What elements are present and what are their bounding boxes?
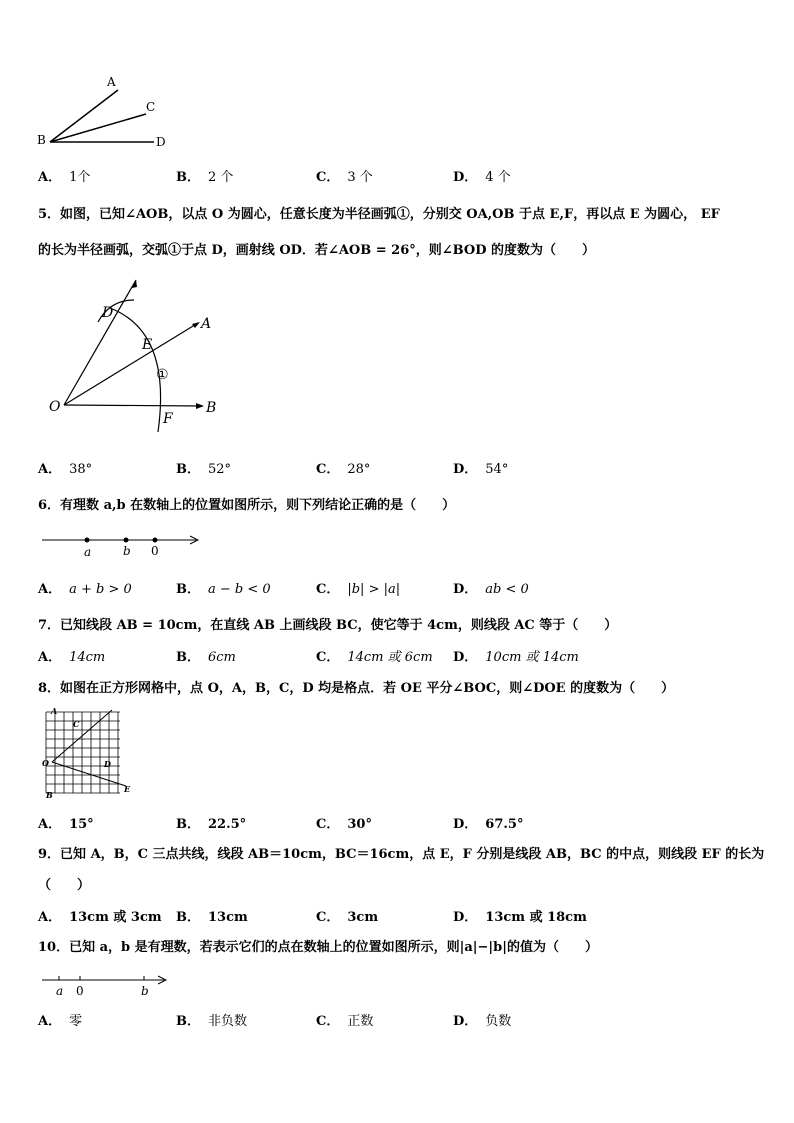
q4-option-b: B． 2 个 [176, 170, 234, 185]
q10-option-a: A． 零 [38, 1014, 83, 1029]
q7-option-b: B． 6cm [176, 650, 236, 665]
q6-number-line [38, 530, 208, 562]
q4-option-d: D． 4 个 [453, 170, 511, 185]
label-A: A [51, 706, 58, 716]
label-B: B [37, 133, 46, 147]
q10-text-line1: 10．已知 a，b 是有理数，若表示它们的点在数轴上的位置如图所示，则|a|−|b|的值为（ ） [38, 940, 598, 955]
q5-option-d: D． 54° [453, 462, 509, 477]
label-a: a [84, 545, 92, 559]
q6-option-d: D． ab < 0 [453, 582, 529, 597]
q6-option-a: A． a + b > 0 [38, 582, 132, 597]
q6-text-line1: 6．有理数 a,b 在数轴上的位置如图所示，则下列结论正确的是（ ） [38, 498, 456, 513]
q5-figure [40, 272, 230, 437]
label-D: D [156, 135, 166, 149]
label-C: C [146, 100, 156, 114]
q5-text-line2: 的长为半径画弧，交弧①于点 D，画射线 OD．若∠AOB = 26°，则∠BOD 的度数为（ ） [38, 243, 595, 258]
q7-option-c: C． 14cm 或 6cm [316, 650, 433, 665]
q5-option-b: B． 52° [176, 462, 232, 477]
label-E: E [142, 337, 153, 353]
label-E: E [124, 784, 131, 794]
q10-number-line [38, 970, 178, 1000]
q9-text-line2: （ ） [38, 878, 91, 893]
q9-option-b: B． 13cm [176, 910, 248, 925]
q10-option-d: D． 负数 [453, 1014, 512, 1029]
q9-option-d: D． 13cm 或 18cm [453, 910, 587, 925]
label-B: B [206, 400, 217, 416]
label-B: B [46, 790, 53, 800]
label-b: b [141, 984, 149, 998]
q8-option-d: D． 67.5° [453, 817, 524, 832]
label-a: a [56, 984, 64, 998]
q8-option-c: C． 30° [316, 817, 372, 832]
label-D: D [104, 759, 111, 769]
q8-option-a: A． 15° [38, 817, 94, 832]
q8-text-line1: 8．如图在正方形网格中，点 O，A，B，C，D 均是格点．若 OE 平分∠BOC，则∠DOE 的度数为（ ） [38, 681, 675, 696]
label-b: b [123, 544, 131, 558]
q9-option-c: C． 3cm [316, 910, 379, 925]
q4-option-a: A． 1个 [38, 170, 91, 185]
label-F: F [163, 411, 173, 427]
q6-option-b: B． a − b < 0 [176, 582, 271, 597]
label-C: C [73, 719, 80, 729]
q6-option-c: C． |b| > |a| [316, 582, 401, 597]
q5-option-c: C． 28° [316, 462, 371, 477]
q10-option-c: C． 正数 [316, 1014, 374, 1029]
arc-label: ① [156, 367, 169, 383]
q7-text-line1: 7．已知线段 AB = 10cm，在直线 AB 上画线段 BC，使它等于 4cm，则线段 AC 等于（ ） [38, 618, 618, 633]
q8-grid-figure [40, 706, 136, 800]
q10-option-b: B． 非负数 [176, 1014, 248, 1029]
q4-option-c: C． 3 个 [316, 170, 373, 185]
q9-option-a: A． 13cm 或 3cm [38, 910, 162, 925]
q7-option-a: A． 14cm [38, 650, 106, 665]
label-D: D [102, 305, 114, 321]
label-O: O [42, 758, 49, 768]
q8-option-b: B． 22.5° [176, 817, 247, 832]
label-A: A [107, 75, 116, 89]
q7-option-d: D． 10cm 或 14cm [453, 650, 579, 665]
label-O: O [49, 399, 61, 415]
q5-option-a: A． 38° [38, 462, 93, 477]
label-zero: 0 [151, 544, 159, 558]
q9-text-line1: 9．已知 A，B，C 三点共线，线段 AB＝10cm，BC＝16cm，点 E，F 分别是线段 AB，BC 的中点，则线段 EF 的长为 [38, 847, 765, 862]
q5-text-line1: 5．如图，已知∠AOB，以点 O 为圆心，任意长度为半径画弧①，分别交 OA,OB 于点 E,F，再以点 E 为圆心， EF [38, 207, 720, 222]
label-zero: 0 [76, 984, 84, 998]
label-A: A [201, 316, 212, 332]
rays-figure [30, 70, 190, 155]
